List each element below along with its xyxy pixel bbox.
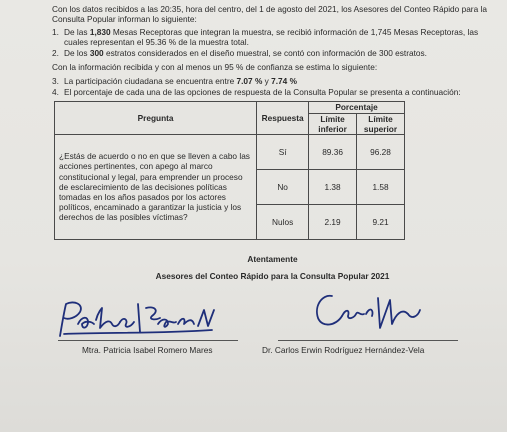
header-limite-inferior: Límite inferior [309, 113, 357, 134]
results-table [54, 101, 405, 240]
upper-limit-cell: 1.58 [357, 169, 405, 204]
list-item [52, 27, 493, 48]
table-row [55, 134, 405, 169]
confidence-statement: Con la información recibida y con al menos un 95 % de confianza se estima lo siguiente: [52, 62, 378, 73]
header-pregunta: Pregunta [55, 102, 257, 135]
question-cell: ¿Estás de acuerdo o no en que se lleven a cabo las acciones pertinentes, con apego al marco constitucional y legal, para emprender un proceso de esclarecimiento de las decisiones políticas tomadas en los años pasados por los actores políticos, encaminado a garantizar la justicia y los derechos de las posibles víctimas? [55, 134, 257, 239]
signature-2-line [278, 340, 458, 341]
answer-cell: No [257, 169, 309, 204]
item-text: La participación ciudadana se encuentra entre [64, 75, 237, 86]
item-number: 2. [52, 48, 59, 59]
signatory-group: Asesores del Conteo Rápido para la Consulta Popular 2021 [155, 271, 390, 282]
intro-paragraph: Con los datos recibidos a las 20:35, hora del centro, del 1 de agosto del 2021, los Asesores del Conteo Rápido para la Consulta Popular informan lo siguiente: [52, 4, 487, 25]
header-respuesta: Respuesta [257, 102, 309, 135]
answer-cell: Sí [257, 134, 309, 169]
item-number: 1. [52, 26, 59, 37]
item-text: De los [64, 48, 90, 59]
header-limite-superior: Límite superior [357, 113, 405, 134]
findings-list-2 [52, 76, 493, 98]
closing-salutation: Atentamente [247, 253, 298, 264]
findings-list-1 [52, 27, 493, 59]
list-item [52, 48, 493, 58]
list-item [52, 87, 493, 97]
lower-limit-cell: 2.19 [309, 204, 357, 239]
item-bold: 1,830 [89, 26, 111, 37]
lower-limit-cell: 89.36 [309, 134, 357, 169]
lower-limit-cell: 1.38 [309, 169, 357, 204]
signature-1-line [58, 340, 238, 341]
item-text: El porcentaje de cada una de las opciones de respuesta de la Consulta Popular se presenta a continuación: [64, 87, 461, 98]
item-text: y [262, 75, 272, 86]
signer-1-name: Mtra. Patricia Isabel Romero Mares [82, 344, 213, 355]
item-bold: 7.74 % [271, 75, 297, 86]
item-bold: 300 [89, 48, 104, 59]
upper-limit-cell: 9.21 [357, 204, 405, 239]
item-text: De las [64, 26, 90, 37]
item-bold: 7.07 % [236, 75, 263, 86]
upper-limit-cell: 96.28 [357, 134, 405, 169]
signature-1-image [54, 298, 224, 342]
item-text: estratos considerados en el diseño muestral, se contó con información de 300 estratos. [103, 48, 427, 59]
signature-2-image [308, 284, 428, 336]
item-text: Mesas Receptoras que integran la muestra, se recibió información de 1,745 Mesas Receptoras, las cuales representan el 95.36 % de la muestra total. [64, 26, 479, 47]
table-header-row [55, 102, 405, 113]
list-item [52, 76, 493, 86]
signatures-area [52, 282, 493, 372]
header-porcentaje: Porcentaje [309, 102, 405, 113]
answer-cell: Nulos [257, 204, 309, 239]
item-number: 4. [52, 87, 59, 98]
signer-2-name: Dr. Carlos Erwin Rodríguez Hernández-Vela [262, 344, 425, 355]
item-number: 3. [52, 75, 59, 86]
